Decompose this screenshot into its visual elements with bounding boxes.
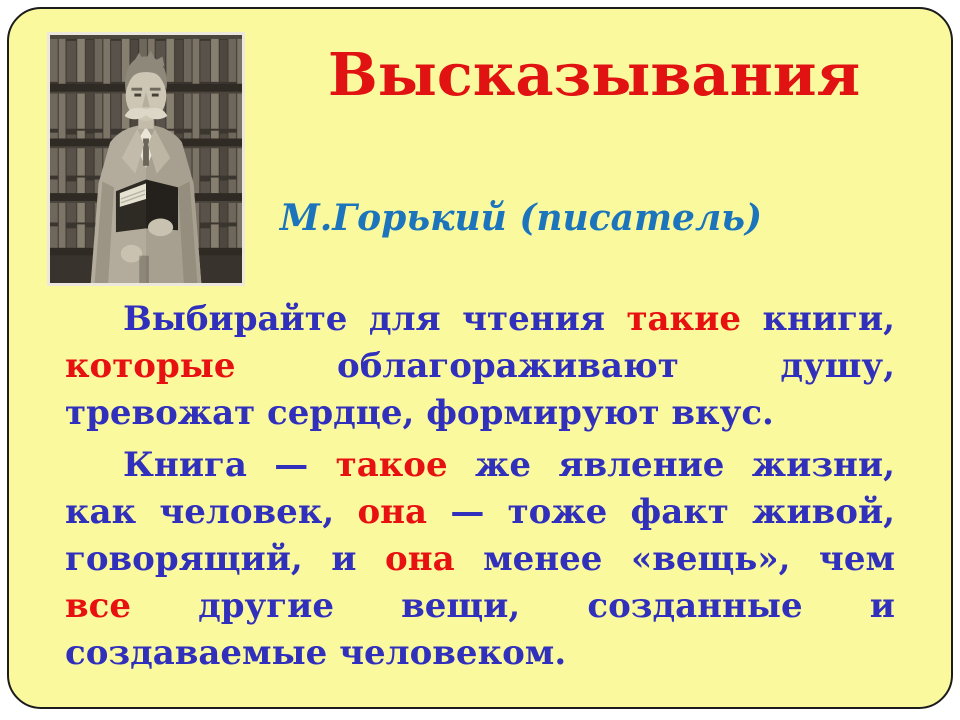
highlighted-word: все [65,586,131,626]
quote-paragraph-2 [65,442,895,677]
highlighted-word: которые [65,346,236,386]
highlighted-word: она [385,539,455,579]
highlighted-word: такое [335,445,448,485]
quote-line [65,442,895,489]
gorky-portrait-illustration [50,35,242,283]
text-segment: как человек, [65,492,358,532]
highlighted-word: такие [626,299,741,339]
quote-line [65,489,895,536]
page-title: Высказывания [327,40,861,109]
text-segment: облагораживают душу, [235,346,895,386]
text-segment: книги, [740,299,895,339]
quote-body [65,296,895,677]
highlighted-word: она [357,492,428,532]
quote-line [65,343,895,390]
quote-line [65,390,895,437]
text-segment: же явление жизни, [447,445,895,485]
gorky-portrait [47,32,245,286]
text-segment: говорящий, и [65,539,386,579]
quote-line [65,296,895,343]
quote-line [65,630,895,677]
text-segment: другие вещи, созданные и [130,586,895,626]
text-segment: менее «вещь», чем [454,539,895,579]
slide [7,7,953,709]
text-segment: создаваемые человеком. [65,633,567,673]
author-caption: М.Горький (писатель) [279,197,763,239]
quote-line [65,583,895,630]
text-segment: — тоже факт живой, [427,492,895,532]
text-segment: Книга — [123,445,336,485]
text-segment: Выбирайте для чтения [123,299,627,339]
quote-line [65,536,895,583]
text-segment: тревожат сердце, формируют вкус. [65,393,774,433]
quote-paragraph-1 [65,296,895,437]
